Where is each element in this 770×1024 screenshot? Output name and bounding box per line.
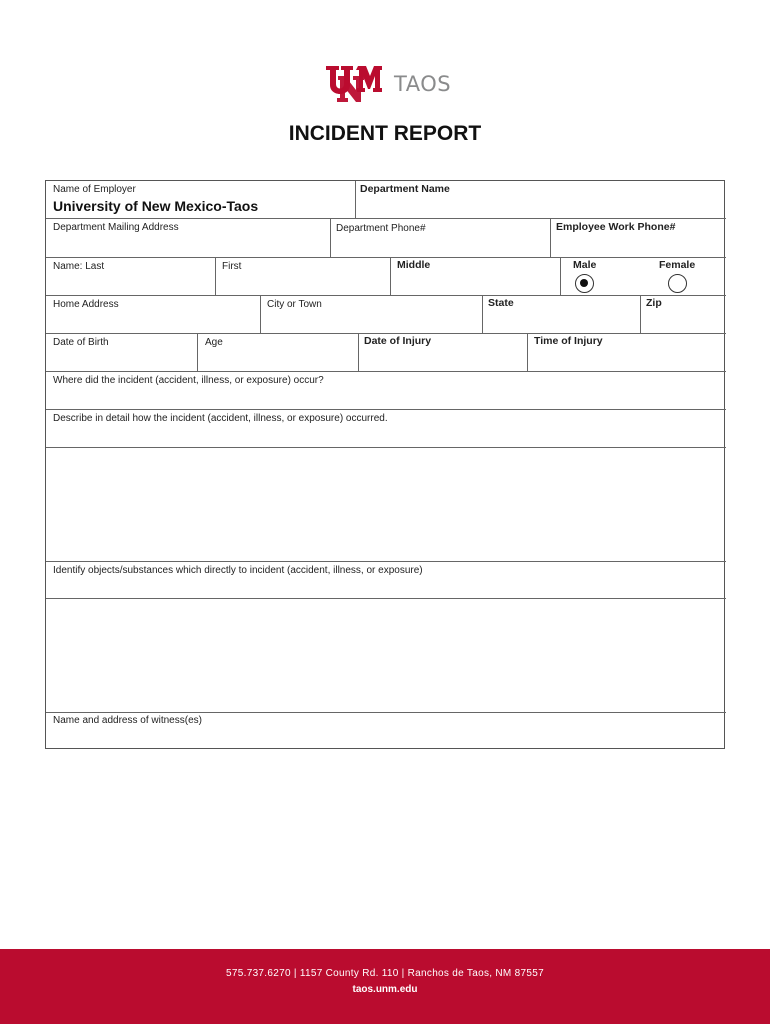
employer-value[interactable]: University of New Mexico-Taos bbox=[53, 198, 259, 214]
identify-field[interactable] bbox=[47, 599, 725, 712]
row-divider bbox=[46, 371, 726, 372]
unm-logo bbox=[324, 64, 451, 104]
middle-name-field[interactable] bbox=[391, 273, 560, 295]
female-radio[interactable] bbox=[668, 274, 687, 293]
witness-field[interactable] bbox=[47, 728, 725, 749]
time-injury-field[interactable] bbox=[528, 349, 725, 371]
department-phone-label: Department Phone# bbox=[336, 223, 426, 234]
logo-text: TAOS bbox=[394, 72, 452, 96]
row-divider bbox=[46, 561, 726, 562]
row-divider bbox=[46, 218, 726, 219]
department-name-field[interactable] bbox=[356, 196, 725, 218]
name-last-label: Name: Last bbox=[53, 261, 105, 272]
where-field[interactable] bbox=[47, 388, 725, 409]
row-divider bbox=[46, 295, 726, 296]
mailing-address-label: Department Mailing Address bbox=[53, 222, 179, 233]
department-phone-field[interactable] bbox=[331, 237, 550, 257]
department-name-label: Department Name bbox=[360, 183, 450, 195]
zip-field[interactable] bbox=[641, 311, 725, 333]
state-label: State bbox=[488, 297, 514, 309]
age-label: Age bbox=[205, 337, 223, 348]
employer-label: Name of Employer bbox=[53, 184, 136, 195]
mailing-address-field[interactable] bbox=[47, 235, 330, 257]
row-divider bbox=[46, 409, 726, 410]
col-divider bbox=[560, 257, 561, 295]
row-divider bbox=[46, 257, 726, 258]
incident-form bbox=[45, 180, 725, 749]
footer-website[interactable]: taos.unm.edu bbox=[352, 984, 418, 995]
male-label: Male bbox=[573, 259, 597, 271]
row-divider bbox=[46, 712, 726, 713]
city-field[interactable] bbox=[261, 312, 482, 333]
city-label: City or Town bbox=[267, 299, 322, 310]
dob-label: Date of Birth bbox=[53, 337, 109, 348]
where-label: Where did the incident (accident, illness, or exposure) occur? bbox=[53, 375, 324, 386]
age-field[interactable] bbox=[198, 350, 358, 371]
unm-logo-mark bbox=[324, 64, 384, 104]
identify-label: Identify objects/substances which directly to incident (accident, illness, or exposure) bbox=[53, 565, 423, 576]
date-injury-field[interactable] bbox=[359, 349, 527, 371]
row-divider bbox=[46, 333, 726, 334]
footer-bar bbox=[0, 949, 770, 1024]
state-field[interactable] bbox=[483, 311, 640, 333]
last-name-field[interactable] bbox=[47, 274, 215, 295]
female-label: Female bbox=[659, 259, 696, 271]
describe-field[interactable] bbox=[47, 448, 725, 561]
home-address-label: Home Address bbox=[53, 299, 119, 310]
page-title: INCIDENT REPORT bbox=[288, 122, 482, 145]
employee-phone-label: Employee Work Phone# bbox=[556, 221, 676, 233]
describe-label: Describe in detail how the incident (accident, illness, or exposure) occurred. bbox=[53, 413, 388, 424]
date-injury-label: Date of Injury bbox=[364, 335, 432, 347]
first-name-label: First bbox=[222, 261, 242, 272]
radio-selected-dot bbox=[580, 279, 588, 287]
middle-name-label: Middle bbox=[397, 259, 431, 271]
footer-contact: 575.737.6270 | 1157 County Rd. 110 | Ranchos de Taos, NM 87557 bbox=[226, 968, 544, 979]
zip-label: Zip bbox=[646, 297, 662, 309]
witness-label: Name and address of witness(es) bbox=[53, 715, 202, 726]
male-radio[interactable] bbox=[575, 274, 594, 293]
time-injury-label: Time of Injury bbox=[534, 335, 603, 347]
home-address-field[interactable] bbox=[47, 312, 260, 333]
dob-field[interactable] bbox=[47, 350, 197, 371]
employee-phone-field[interactable] bbox=[551, 235, 725, 257]
first-name-field[interactable] bbox=[216, 274, 390, 295]
